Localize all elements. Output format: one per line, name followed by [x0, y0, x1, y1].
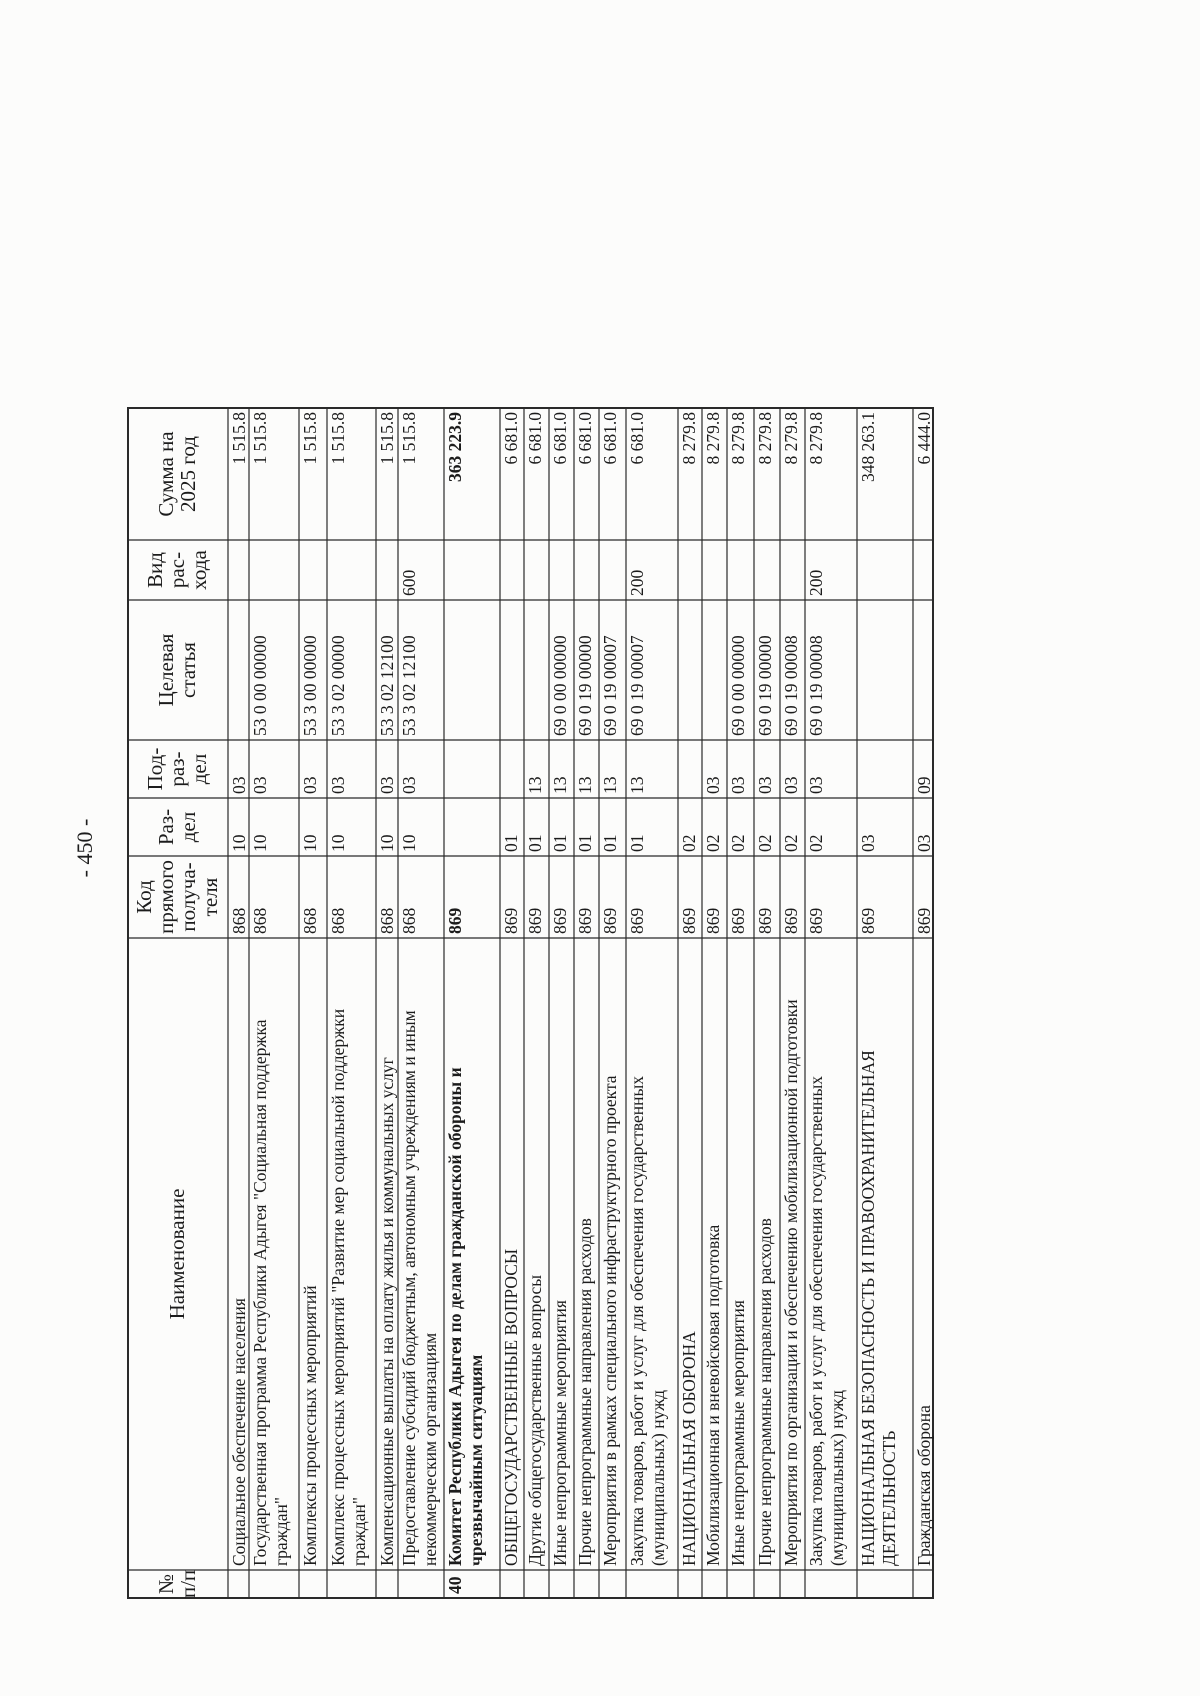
cell-subsection: 03 — [250, 776, 270, 794]
cell-name: Социальное обеспечение населения — [229, 1298, 249, 1566]
header-recipient: прямого — [154, 860, 178, 934]
cell-recipient: 869 — [781, 907, 801, 934]
cell-sum: 1 515.8 — [250, 412, 270, 465]
cell-section: 10 — [399, 834, 419, 852]
cell-sum: 8 279.8 — [679, 412, 699, 465]
cell-recipient: 868 — [399, 907, 419, 934]
table-row — [728, 412, 748, 1566]
cell-section: 02 — [755, 834, 775, 852]
cell-target: 53 0 00 00000 — [250, 635, 270, 736]
cell-name: (муниципальных) нужд — [827, 1389, 847, 1566]
cell-section: 01 — [501, 834, 521, 852]
header-target: статья — [176, 642, 200, 698]
cell-section: 03 — [858, 834, 878, 852]
cell-target: 53 3 02 12100 — [377, 635, 397, 736]
cell-section: 02 — [728, 834, 748, 852]
cell-sum: 6 681.0 — [525, 412, 545, 465]
cell-subsection: 13 — [525, 776, 545, 794]
cell-name: НАЦИОНАЛЬНАЯ БЕЗОПАСНОСТЬ И ПРАВООХРАНИТЕЛЬНАЯ — [858, 1050, 878, 1566]
cell-subsection: 03 — [328, 776, 348, 794]
cell-sum: 1 515.8 — [377, 412, 397, 465]
cell-subsection: 03 — [703, 776, 723, 794]
cell-section: 02 — [679, 834, 699, 852]
cell-name: граждан" — [271, 1497, 291, 1566]
table-row — [679, 412, 699, 1566]
cell-sum: 6 681.0 — [501, 412, 521, 465]
cell-target: 69 0 00 00000 — [550, 635, 570, 736]
cell-target: 53 3 02 12100 — [399, 635, 419, 736]
cell-expense-type: 600 — [399, 569, 419, 596]
cell-name: Мобилизационная и вневойсковая подготовка — [703, 1224, 723, 1566]
table-row — [858, 412, 899, 1566]
cell-recipient: 868 — [250, 907, 270, 934]
cell-sum: 1 515.8 — [399, 412, 419, 465]
header-name: Наименование — [165, 1188, 189, 1320]
cell-section: 10 — [250, 834, 270, 852]
cell-name: (муниципальных) нужд — [648, 1389, 668, 1566]
cell-name: граждан" — [349, 1497, 369, 1566]
cell-name: чрезвычайным ситуациям — [466, 1354, 486, 1566]
cell-num: 40 — [445, 1576, 465, 1594]
cell-target: 53 3 00 00000 — [300, 635, 320, 736]
cell-recipient: 869 — [501, 907, 521, 934]
cell-recipient: 869 — [600, 907, 620, 934]
table-header — [132, 431, 222, 1598]
cell-subsection: 03 — [755, 776, 775, 794]
cell-name: Иные непрограммные мероприятия — [550, 1300, 570, 1566]
table-row — [703, 412, 723, 1566]
cell-sum: 1 515.8 — [229, 412, 249, 465]
cell-recipient: 869 — [575, 907, 595, 934]
table-row — [300, 412, 320, 1566]
cell-expense-type: 200 — [627, 569, 647, 596]
table-row — [806, 412, 847, 1566]
table-row — [399, 412, 440, 1566]
cell-name: Комплекс процессных мероприятий "Развитие мер социальной поддержки — [328, 1008, 348, 1566]
table-row — [229, 412, 249, 1566]
cell-name: Закупка товаров, работ и услуг для обеспечения государственных — [627, 1075, 647, 1566]
table-row — [600, 412, 620, 1566]
cell-name: ДЕЯТЕЛЬНОСТЬ — [879, 1430, 899, 1566]
cell-recipient: 868 — [229, 907, 249, 934]
cell-recipient: 869 — [679, 907, 699, 934]
header-target: Целевая — [154, 633, 178, 707]
cell-name: Государственная программа Республики Адыгея "Социальная поддержка — [250, 1019, 270, 1566]
cell-recipient: 869 — [445, 907, 465, 934]
table-row — [575, 412, 595, 1566]
cell-subsection: 03 — [300, 776, 320, 794]
header-num: п/п — [176, 1569, 200, 1599]
cell-name: Гражданская оборона — [914, 1405, 934, 1566]
cell-section: 10 — [229, 834, 249, 852]
cell-name: ОБЩЕГОСУДАРСТВЕННЫЕ ВОПРОСЫ — [501, 1248, 521, 1566]
cell-target: 69 0 19 00007 — [600, 635, 620, 736]
header-sum: 2025 год — [176, 436, 200, 512]
cell-recipient: 869 — [806, 907, 826, 934]
cell-section: 01 — [627, 834, 647, 852]
cell-subsection: 03 — [399, 776, 419, 794]
cell-sum: 8 279.8 — [703, 412, 723, 465]
cell-recipient: 869 — [755, 907, 775, 934]
cell-section: 01 — [525, 834, 545, 852]
cell-name: Компенсационные выплаты на оплату жилья и коммунальных услуг — [377, 1057, 397, 1566]
cell-target: 69 0 19 00000 — [575, 635, 595, 736]
cell-recipient: 868 — [300, 907, 320, 934]
cell-subsection: 09 — [914, 776, 934, 794]
cell-sum: 6 681.0 — [575, 412, 595, 465]
cell-section: 02 — [781, 834, 801, 852]
cell-recipient: 868 — [328, 907, 348, 934]
cell-section: 10 — [377, 834, 397, 852]
cell-recipient: 868 — [377, 907, 397, 934]
cell-section: 02 — [703, 834, 723, 852]
cell-subsection: 13 — [575, 776, 595, 794]
cell-target: 69 0 00 00000 — [728, 635, 748, 736]
header-sum: Сумма на — [154, 431, 178, 517]
cell-name: Прочие непрограммные направления расходов — [575, 1218, 595, 1566]
cell-subsection: 03 — [806, 776, 826, 794]
cell-target: 69 0 19 00000 — [755, 635, 775, 736]
cell-target: 69 0 19 00007 — [627, 635, 647, 736]
cell-subsection: 13 — [627, 776, 647, 794]
cell-name: Комитет Республики Адыгея по делам гражданской обороны и — [445, 1067, 465, 1566]
table-row — [550, 412, 570, 1566]
cell-name: Комплексы процессных мероприятий — [300, 1285, 320, 1566]
budget-table — [128, 408, 934, 1598]
cell-subsection: 13 — [600, 776, 620, 794]
cell-target: 69 0 19 00008 — [781, 635, 801, 736]
header-expense-type: Вид — [143, 552, 167, 588]
table-row — [627, 412, 668, 1566]
table-row — [328, 412, 369, 1566]
cell-subsection: 03 — [781, 776, 801, 794]
cell-name: НАЦИОНАЛЬНАЯ ОБОРОНА — [679, 1331, 699, 1566]
cell-name: Мероприятия по организации и обеспечению мобилизационной подготовки — [781, 999, 801, 1566]
header-section: Раз- — [154, 808, 178, 846]
cell-name: некоммерческим организациям — [420, 1332, 440, 1566]
cell-section: 01 — [550, 834, 570, 852]
cell-recipient: 869 — [914, 907, 934, 934]
cell-sum: 8 279.8 — [781, 412, 801, 465]
cell-subsection: 13 — [550, 776, 570, 794]
page-number: - 450 - — [72, 818, 97, 878]
table-row — [914, 412, 934, 1566]
cell-sum: 1 515.8 — [328, 412, 348, 465]
cell-subsection: 03 — [229, 776, 249, 794]
cell-recipient: 869 — [550, 907, 570, 934]
table-row — [250, 412, 291, 1566]
cell-section: 02 — [806, 834, 826, 852]
table-row — [377, 412, 397, 1566]
header-subsection: Под- — [143, 747, 167, 791]
cell-name: Закупка товаров, работ и услуг для обеспечения государственных — [806, 1075, 826, 1566]
cell-section: 10 — [300, 834, 320, 852]
cell-sum: 6 444.0 — [914, 412, 934, 465]
cell-subsection: 03 — [377, 776, 397, 794]
table-row — [501, 412, 521, 1566]
cell-target: 69 0 19 00008 — [806, 635, 826, 736]
cell-sum: 348 263.1 — [858, 412, 878, 482]
cell-sum: 6 681.0 — [627, 412, 647, 465]
header-num: № — [154, 1573, 178, 1595]
cell-name: Прочие непрограммные направления расходов — [755, 1218, 775, 1566]
header-subsection: раз- — [165, 751, 189, 787]
cell-recipient: 869 — [627, 907, 647, 934]
header-expense-type: рас- — [165, 551, 189, 589]
table-row — [755, 412, 775, 1566]
cell-recipient: 869 — [525, 907, 545, 934]
cell-recipient: 869 — [858, 907, 878, 934]
cell-target: 53 3 02 00000 — [328, 635, 348, 736]
header-recipient: Код — [132, 880, 156, 914]
cell-sum: 6 681.0 — [600, 412, 620, 465]
cell-sum: 8 279.8 — [728, 412, 748, 465]
cell-name: Предоставление субсидий бюджетным, автономным учреждениям и иным — [399, 1010, 419, 1566]
cell-section: 03 — [914, 834, 934, 852]
table-row — [781, 412, 801, 1566]
cell-subsection: 03 — [728, 776, 748, 794]
cell-section: 01 — [575, 834, 595, 852]
cell-recipient: 869 — [728, 907, 748, 934]
cell-section: 10 — [328, 834, 348, 852]
cell-sum: 363 223.9 — [445, 412, 465, 482]
table-row — [525, 412, 545, 1566]
cell-sum: 8 279.8 — [755, 412, 775, 465]
header-recipient: теля — [198, 877, 222, 917]
cell-name: Иные непрограммные мероприятия — [728, 1300, 748, 1566]
header-expense-type: хода — [187, 550, 211, 590]
cell-sum: 8 279.8 — [806, 412, 826, 465]
header-recipient: получа- — [176, 862, 200, 932]
header-subsection: дел — [187, 753, 211, 785]
table-row — [445, 412, 486, 1594]
cell-name: Мероприятия в рамках специального инфраструктурного проекта — [600, 1075, 620, 1566]
cell-sum: 6 681.0 — [550, 412, 570, 465]
cell-sum: 1 515.8 — [300, 412, 320, 465]
cell-expense-type: 200 — [806, 569, 826, 596]
cell-recipient: 869 — [703, 907, 723, 934]
cell-name: Другие общегосударственные вопросы — [525, 1274, 545, 1566]
header-section: дел — [176, 811, 200, 843]
cell-section: 01 — [600, 834, 620, 852]
